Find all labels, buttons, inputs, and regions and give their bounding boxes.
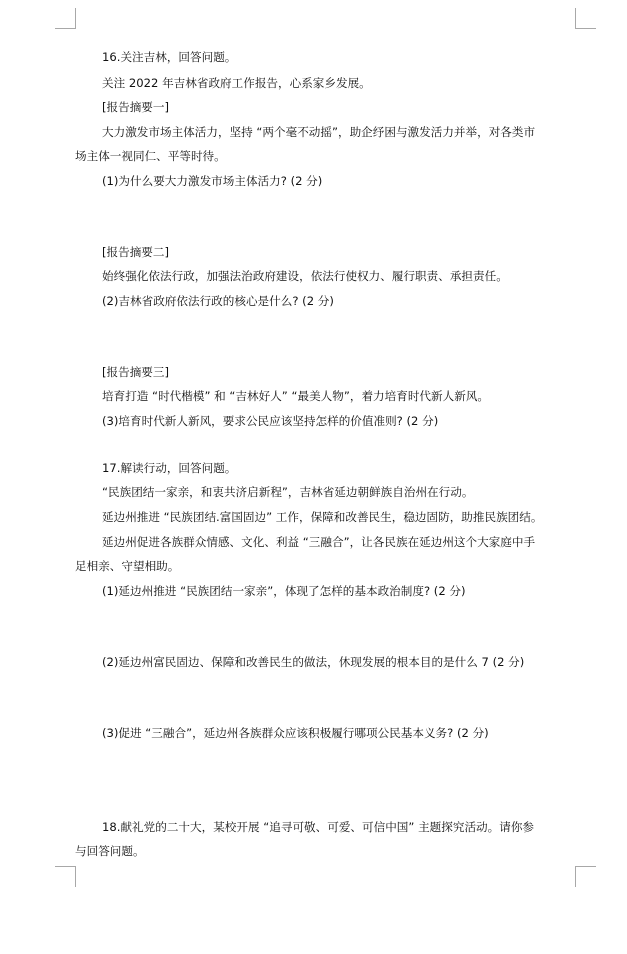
q16-intro: 关注 2022 年吉林省政府工作报告，心系家乡发展。 [102, 76, 371, 90]
q16-abstract1-heading: [报告摘要一] [102, 100, 170, 114]
q17-question3: (3)促进 “三融合”，延边州各族群众应该积极履行哪项公民基本义务? (2 分) [102, 726, 489, 740]
q16-question2: (2)吉林省政府依法行政的核心是什么? (2 分) [102, 294, 334, 308]
corner-crop-mark-bottom-right [575, 866, 596, 887]
corner-crop-mark-top-right [575, 8, 596, 29]
corner-crop-mark-top-left [55, 8, 76, 29]
q17-title: 17.解读行动，回答问题。 [102, 461, 237, 475]
q17-line3b: 足相亲、守望相助。 [75, 559, 180, 573]
q16-abstract2-heading: [报告摘要二] [102, 245, 170, 259]
q16-question1: (1)为什么要大力激发市场主体活力? (2 分) [102, 174, 323, 188]
corner-crop-mark-bottom-left [55, 866, 76, 887]
q16-title: 16.关注吉林，回答问题。 [102, 50, 237, 64]
q16-question3: (3)培育时代新人新风，要求公民应该坚持怎样的价值准则? (2 分) [102, 414, 439, 428]
q16-abstract2-text: 始终强化依法行政，加强法治政府建设，依法行使权力、履行职责、承担责任。 [102, 269, 508, 283]
q18-line1: 18.献礼党的二十大，某校开展 “追寻可敬、可爱、可信中国” 主题探究活动。请你参 [102, 820, 535, 834]
q17-line3a: 延边州促进各族群众情感、文化、利益 “三融合”，让各民族在延边州这个大家庭中手 [102, 535, 536, 549]
q17-line2: 延边州推进 “民族团结.富国固边” 工作，保障和改善民生，稳边固防，助推民族团结。 [102, 510, 543, 524]
q17-line1: “民族团结一家亲，和衷共济启新程”，吉林省延边朝鲜族自治州在行动。 [102, 485, 474, 499]
q16-abstract1-text-line2: 场主体一视同仁、平等时待。 [75, 149, 226, 163]
q17-question1: (1)延边州推进 “民族团结一家亲”，体现了怎样的基本政治制度? (2 分) [102, 584, 466, 598]
q16-abstract3-heading: [报告摘要三] [102, 365, 170, 379]
q17-question2: (2)延边州富民固边、保障和改善民生的做法，休现发展的根本目的是什么 7 (2 分) [102, 655, 525, 669]
q18-line2: 与回答问题。 [75, 844, 145, 858]
q16-abstract3-text: 培育打造 “时代楷模” 和 “吉林好人” “最美人物”，着力培育时代新人新风。 [102, 389, 490, 403]
q16-abstract1-text-line1: 大力激发市场主体活力，坚持 “两个毫不动摇”，助企纾困与激发活力并举，对各类市 [102, 125, 536, 139]
